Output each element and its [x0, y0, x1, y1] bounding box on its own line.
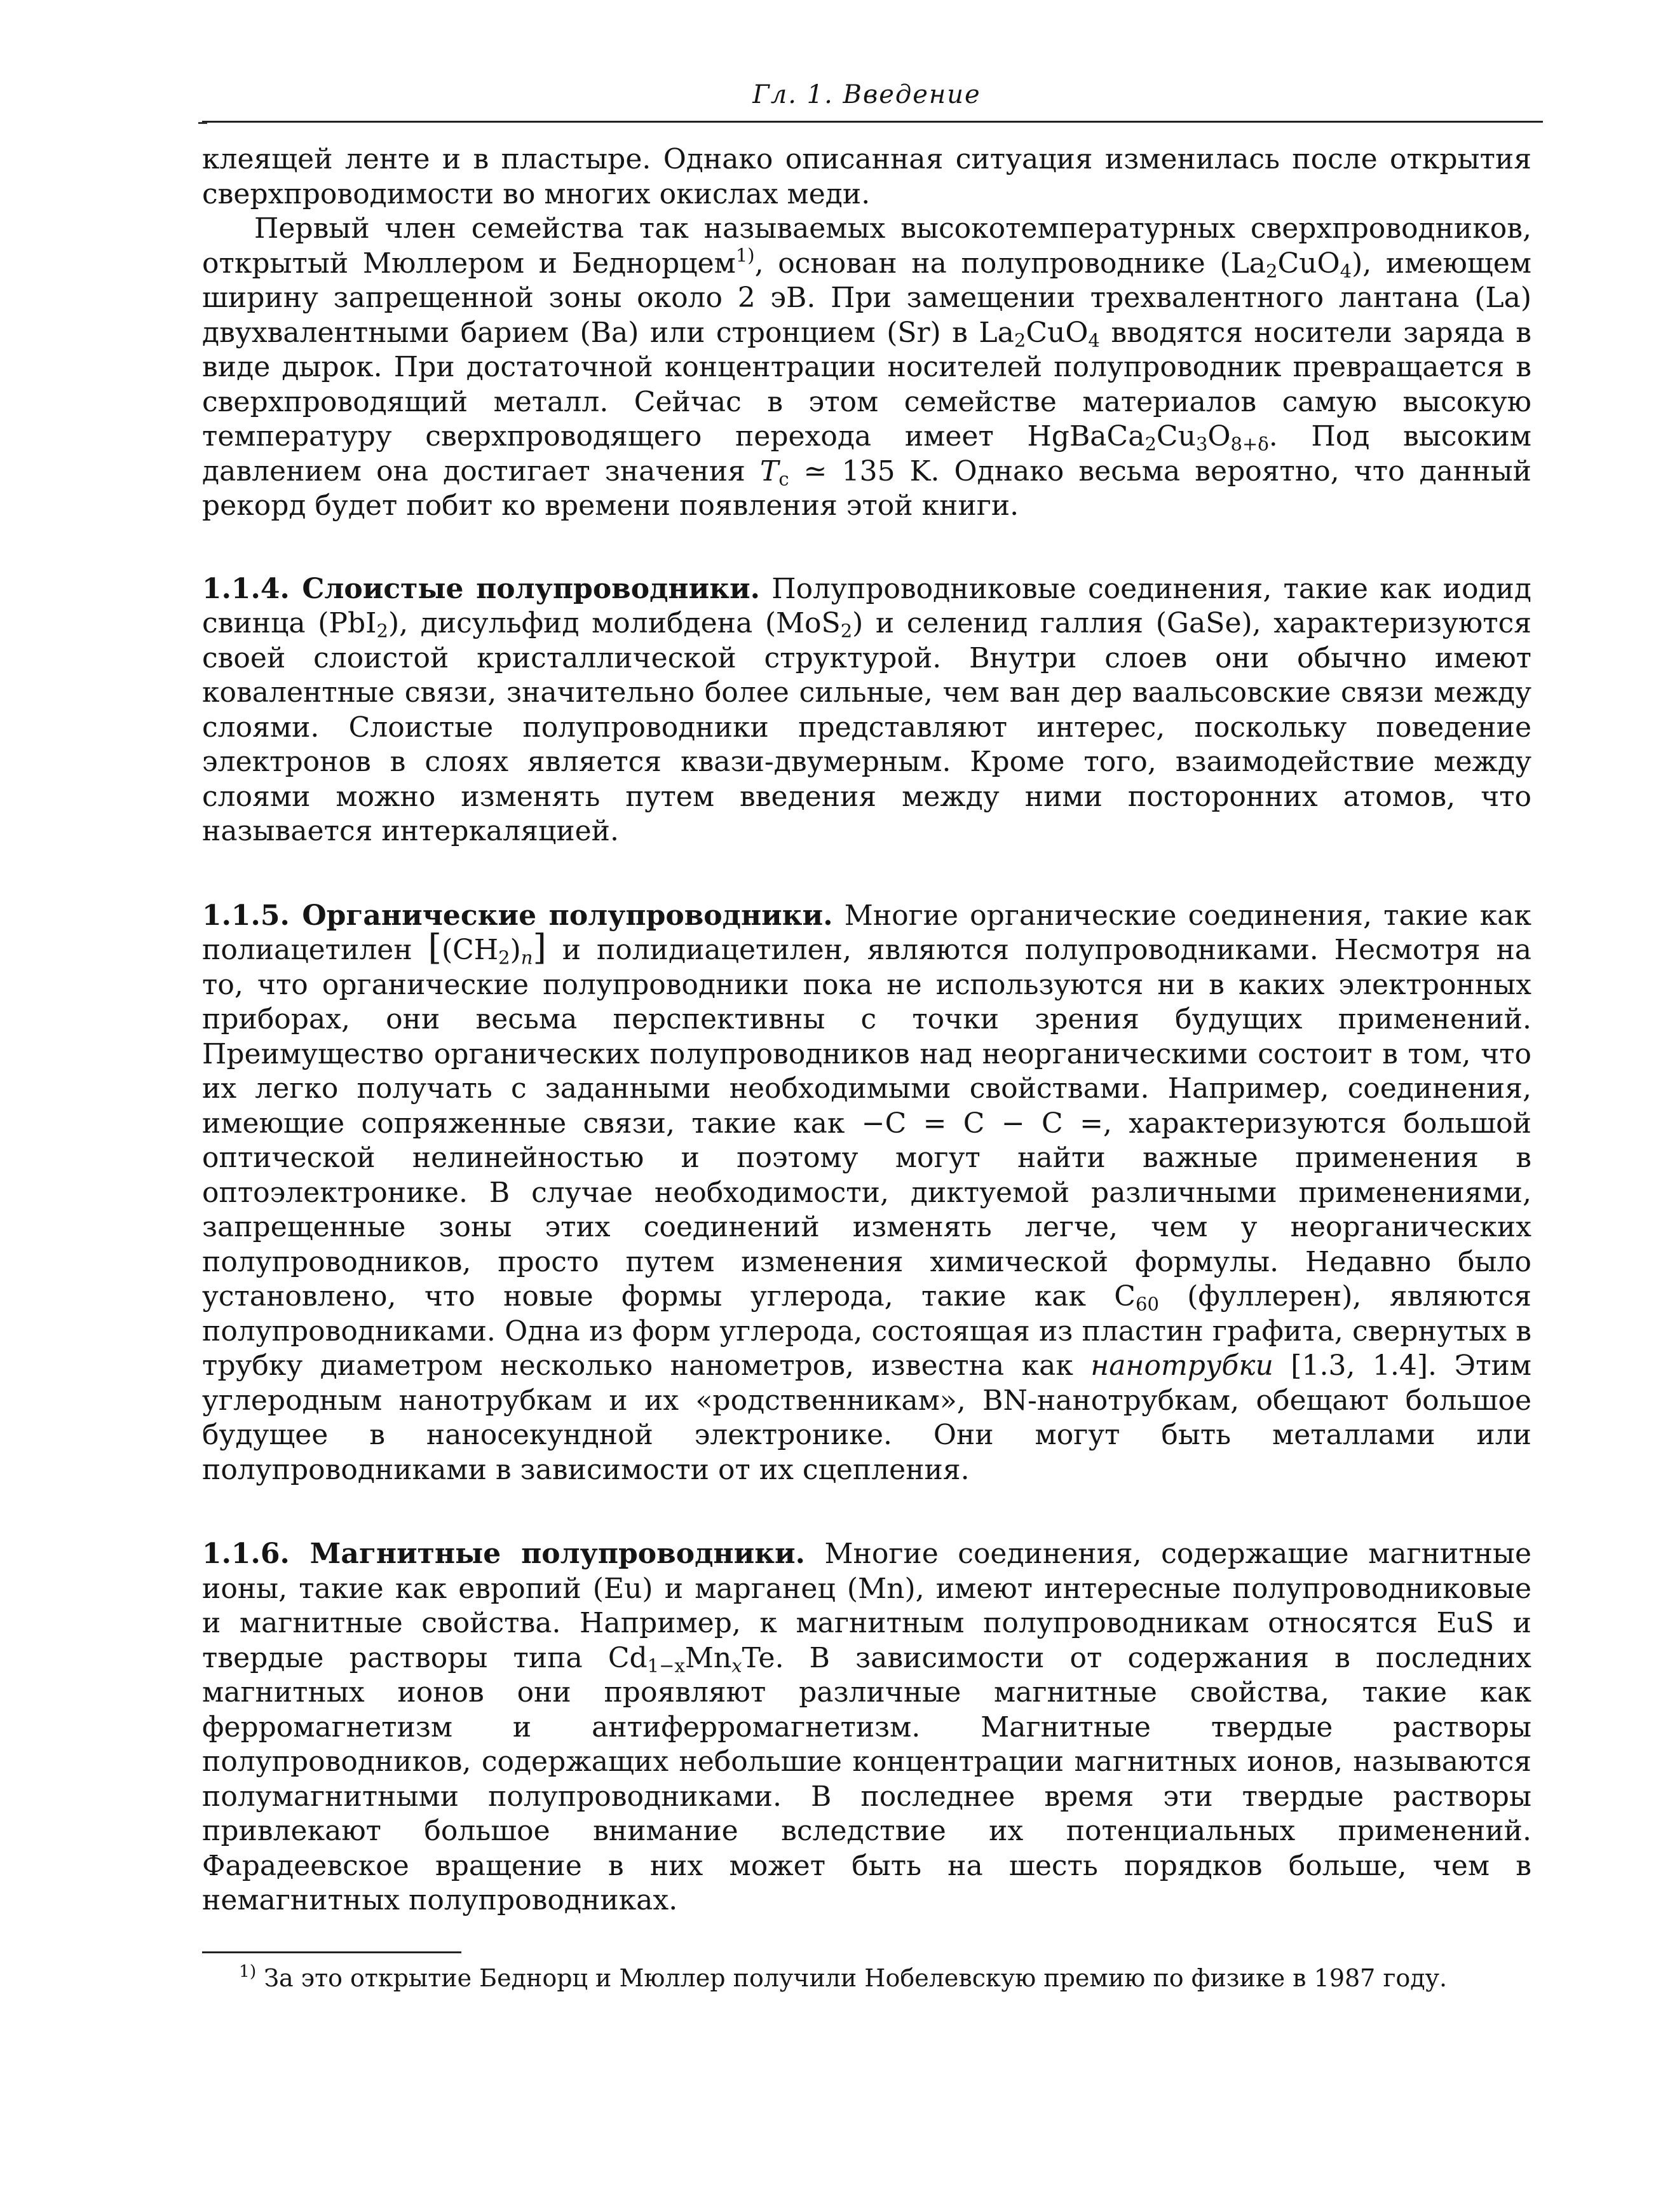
footnote: $^{1)}$ За это открытие Беднорц и Мюллер получили Нобелевскую премию по физике в 1987 году.: [239, 1961, 1448, 1992]
header-rule: [202, 121, 1543, 123]
continuation-paragraph: клеящей ленте и в пластыре. Однако описанная ситуация изменилась после открытия сверхпроводимости во многих окислах меди.: [202, 143, 1531, 210]
footnote-mark: 1): [239, 1961, 257, 1981]
section-1-1-5: 1.1.5. Органические полупроводники. Многие органические соединения, такие как полиацетилен $[(CH_2)_n]$ и полидиацетилен, являются полупроводниками. Несмотря на то, что органические полупроводники пока не используются ни в каких электронных приборах, они весьма перспективны с точки зрения будущих применений. Преимущество органических полупроводников над неорганическими состоит в том, что их легко получать с заданными необходимыми свойствами. Например, соединения, имеющие сопряженные связи, такие как −C = C − C =, характеризуются большой оптической нелинейностью и поэтому могут найти важные применения в оптоэлектронике. В случае необходимости, диктуемой различными применениями, запрещенные зоны этих соединений изменять легче, чем у неорганических полупроводников, просто путем изменения химической формулы. Недавно было установлено, что новые формы углерода, такие как $C_{60}$ (фуллерен), являются полупроводниками. Одна из форм углерода, состоящая из пластин графита, свернутых в трубку диаметром несколько нанометров, известна как нанотрубки [1.3, 1.4]. Этим углеродным нанотрубкам и их «родственникам», BN-нанотрубкам, обещают большое будущее в наносекундной электронике. Они могут быть металлами или полупроводниками в зависимости от их сцепления.: [202, 899, 1532, 1486]
section-heading: 1.1.6. Магнитные полупроводники.: [202, 1538, 805, 1570]
running-header: [202, 75, 1531, 117]
term-nanotubes: нанотрубки: [1090, 1349, 1273, 1382]
section-heading: 1.1.5. Органические полупроводники.: [202, 899, 833, 932]
body-text: [202, 142, 1531, 1918]
footnote-ref[interactable]: 1): [735, 244, 755, 266]
section-1-1-6: 1.1.6. Магнитные полупроводники. Многие соединения, содержащие магнитные ионы, такие как европий (Eu) и марганец (Mn), имеют интересные полупроводниковые и магнитные свойства. Например, к магнитным полупроводникам относятся EuS и твердые растворы типа $Cd_{1-x}Mn_xTe$. В зависимости от содержания в последних магнитных ионов они проявляют различные магнитные свойства, такие как ферромагнетизм и антиферромагнетизм. Магнитные твердые растворы полупроводников, содержащих небольшие концентрации магнитных ионов, называются полумагнитными полупроводниками. В последнее время эти твердые растворы привлекают большое внимание вследствие их потенциальных применений. Фарадеевское вращение в них может быть на шесть порядков больше, чем в немагнитных полупроводниках.: [202, 1538, 1531, 1916]
footnote-rule: [202, 1951, 461, 1953]
paragraph-htsc: Первый член семейства так называемых высокотемпературных сверхпроводников, открытый Мюллером и Беднорцем$^{1)}$, основан на полупроводнике $(La_2CuO_4)$, имеющем ширину запрещенной зоны около 2 эВ. При замещении трехвалентного лантана (La) двухвалентными барием (Ba) или стронцием (Sr) в $La_2CuO_4$ вводятся носители заряда в виде дырок. При достаточной концентрации носителей полупроводник превращается в сверхпроводящий металл. Сейчас в этом семействе материалов самую высокую температуру сверхпроводящего перехода имеет $HgBaCa_2Cu_3O_{8+\delta}$. Под высоким давлением она достигает значения $T_c$ ≃ 135 K. Однако весьма вероятно, что данный рекорд будет побит ко времени появления этой книги.: [202, 212, 1532, 522]
section-1-1-4: 1.1.4. Слоистые полупроводники. Полупроводниковые соединения, такие как иодид свинца (PbI$_2$), дисульфид молибдена (MoS$_2$) и селенид галлия (GaSe), характеризуются своей слоистой кристаллической структурой. Внутри слоев они обычно имеют ковалентные связи, значительно более сильные, чем ван дер ваальсовские связи между слоями. Слоистые полупроводники представляют интерес, поскольку поведение электронов в слоях является квази-двумерным. Кроме того, взаимодействие между слоями можно изменять путем введения между ними посторонних атомов, что называется интеркаляцией.: [202, 572, 1531, 847]
header-title: Гл. 1. Введение: [752, 80, 981, 109]
section-heading: 1.1.4. Слоистые полупроводники.: [202, 572, 760, 605]
page: [202, 75, 1531, 1994]
